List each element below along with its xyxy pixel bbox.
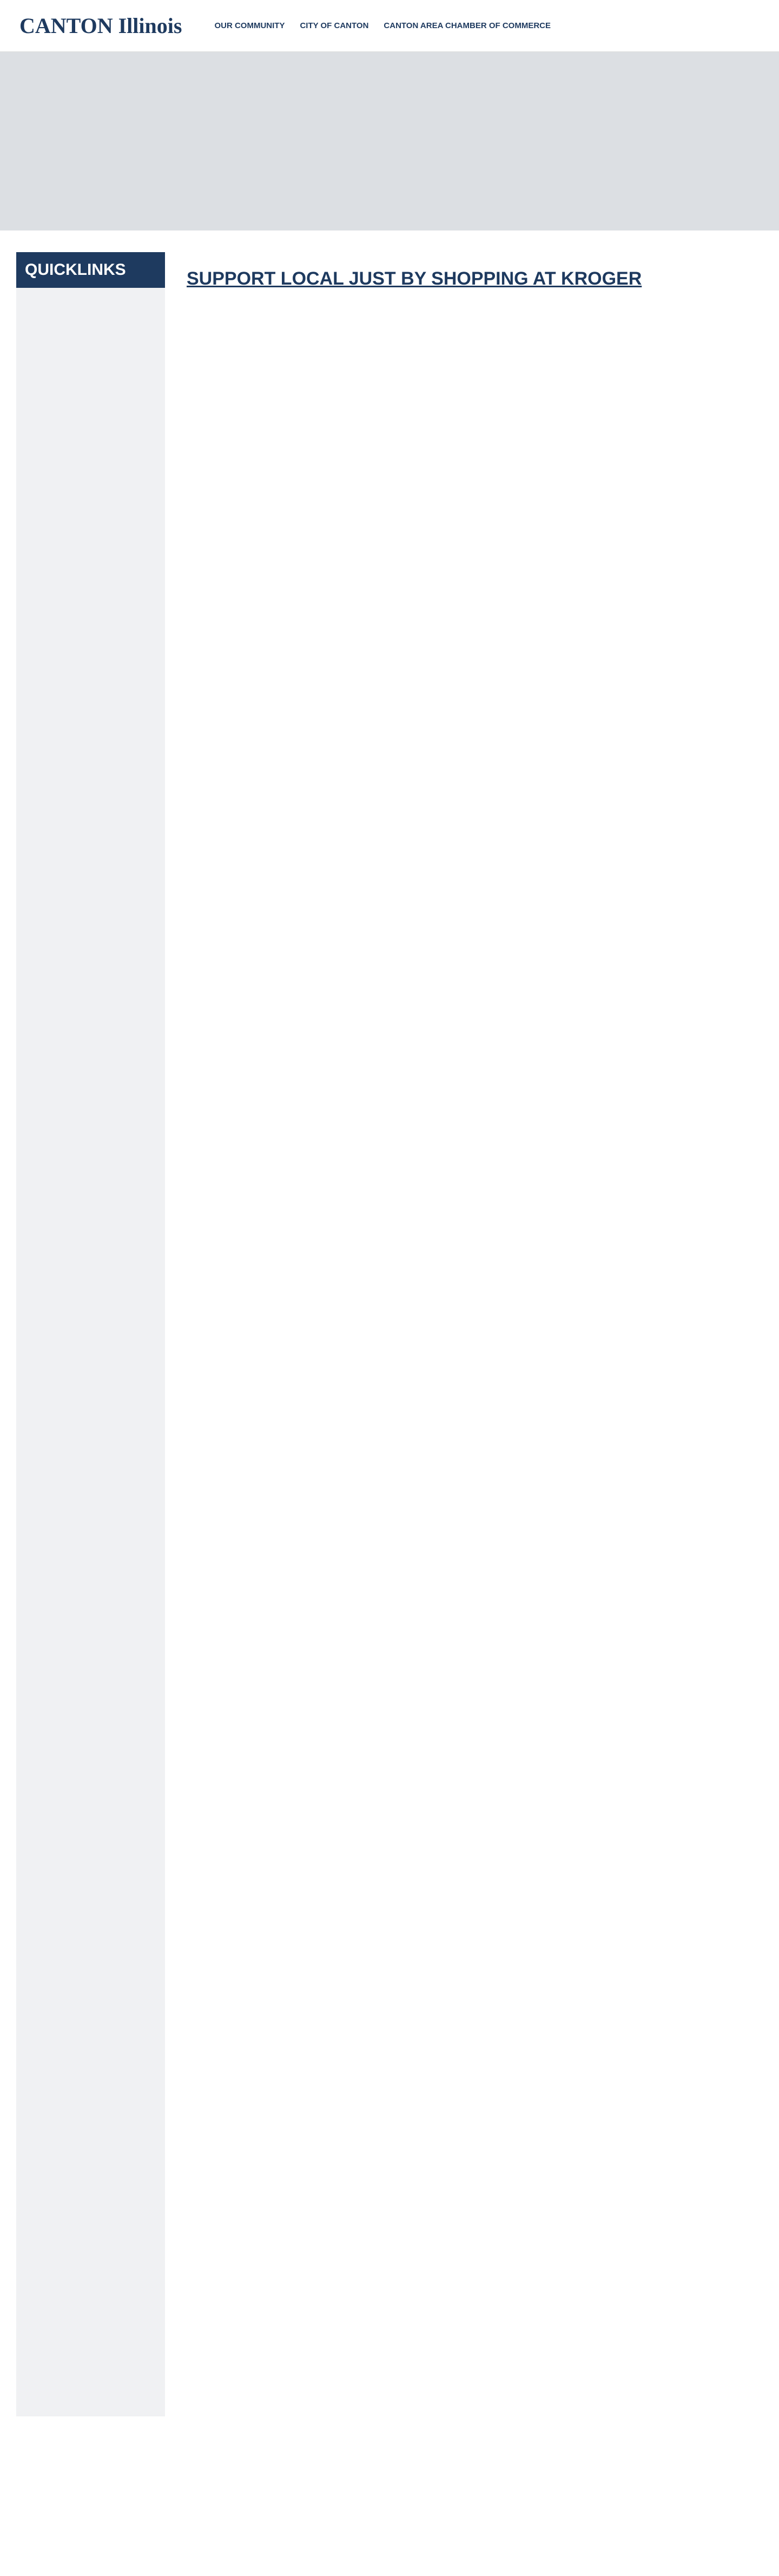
site-header xyxy=(0,0,779,52)
nav-our-community[interactable]: OUR COMMUNITY xyxy=(214,21,285,30)
main-content-area xyxy=(0,230,779,2438)
hero-banner xyxy=(0,52,779,230)
nav-chamber[interactable]: CANTON AREA CHAMBER OF COMMERCE xyxy=(384,21,551,30)
news-article xyxy=(187,268,741,289)
site-logo[interactable]: CANTON Illinois xyxy=(19,14,182,38)
article-title[interactable]: SUPPORT LOCAL JUST BY SHOPPING AT KROGER xyxy=(187,268,642,289)
nav-city-of-canton[interactable]: CITY OF CANTON xyxy=(300,21,369,30)
quicklinks-sidebar xyxy=(16,252,165,2416)
news-feed xyxy=(165,252,763,2416)
quicklinks-title: QUICKLINKS xyxy=(16,252,165,288)
main-nav xyxy=(214,21,551,30)
